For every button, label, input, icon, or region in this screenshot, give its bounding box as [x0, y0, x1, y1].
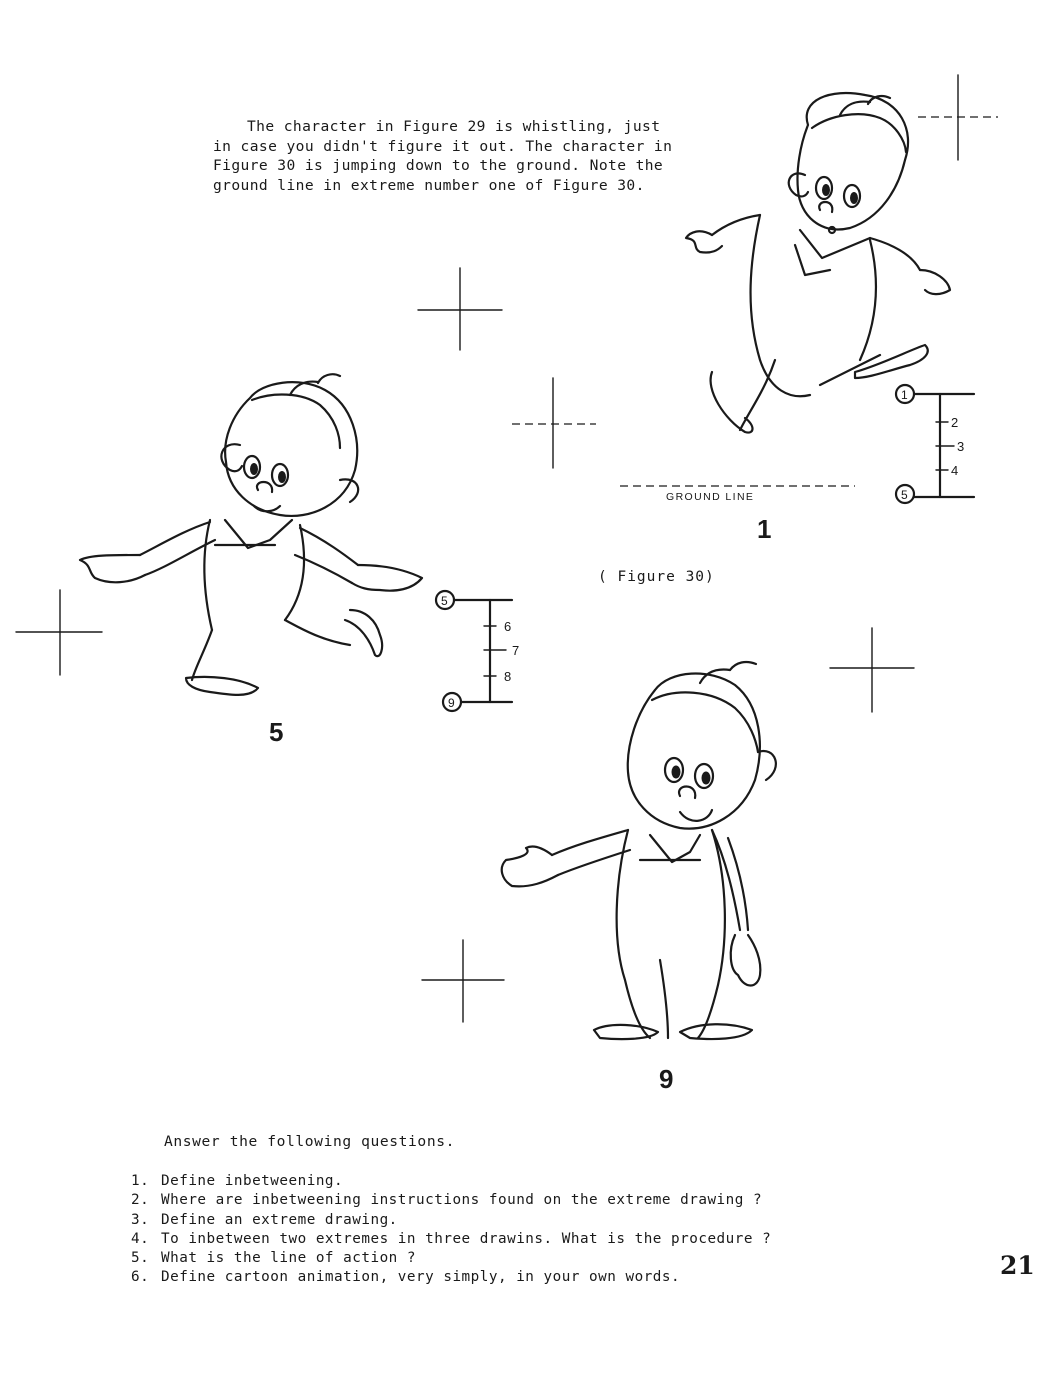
question-text: Where are inbetweening instructions found on the extreme drawing ? — [161, 1192, 763, 1209]
question-item — [131, 1249, 771, 1268]
registration-cross — [418, 268, 502, 350]
frame-number-1: 1 — [757, 514, 772, 544]
chart-circled-5: 5 — [441, 594, 448, 608]
chart-circled-1: 1 — [901, 388, 908, 402]
chart-tick-label: 8 — [504, 669, 512, 684]
chart-tick-label: 7 — [512, 643, 520, 658]
registration-cross — [512, 378, 596, 468]
question-item — [131, 1268, 771, 1287]
question-item — [131, 1172, 771, 1191]
registration-cross — [422, 940, 504, 1022]
character-extreme-1 — [620, 93, 974, 503]
question-text: Define inbetweening. — [161, 1173, 344, 1189]
question-text: Define cartoon animation, very simply, in your own words. — [161, 1269, 681, 1286]
question-item — [131, 1230, 771, 1249]
chart-tick-label: 4 — [951, 463, 959, 478]
questions-heading: Answer the following questions. — [164, 1133, 455, 1150]
figure-caption: ( Figure 30) — [598, 569, 715, 585]
question-number: 5. — [131, 1250, 150, 1267]
chart-tick-label: 2 — [951, 415, 959, 430]
character-extreme-5 — [80, 374, 519, 711]
question-number: 2. — [131, 1192, 150, 1209]
question-number: 1. — [131, 1173, 150, 1189]
questions-list — [131, 1172, 771, 1288]
question-text: To inbetween two extremes in three drawins. What is the procedure ? — [161, 1230, 772, 1247]
question-text: Define an extreme drawing. — [161, 1211, 398, 1228]
chart-tick-label: 3 — [957, 439, 965, 454]
question-item — [131, 1211, 771, 1230]
registration-cross — [918, 75, 998, 160]
ground-line-label: GROUND LINE — [666, 491, 755, 503]
character-extreme-9 — [502, 662, 776, 1039]
chart-tick-label: 6 — [504, 619, 512, 634]
registration-cross — [16, 590, 102, 675]
question-number: 3. — [131, 1211, 150, 1228]
frame-number-5: 5 — [269, 717, 284, 747]
registration-cross — [830, 628, 914, 712]
intro-text: The character in Figure 29 is whistling, just in case you didn't figure it out. The character in Figure 30 is jumping down to the ground. Note the ground line in extreme number one of Figure 30. — [213, 118, 673, 194]
question-item — [131, 1191, 771, 1210]
chart-circled-9: 9 — [448, 696, 455, 710]
chart-circled-5: 5 — [901, 488, 908, 502]
question-text: What is the line of action ? — [161, 1250, 417, 1267]
frame-number-9: 9 — [659, 1064, 674, 1094]
page-number: 21 — [1000, 1251, 1035, 1280]
question-number: 6. — [131, 1269, 150, 1286]
question-number: 4. — [131, 1230, 150, 1247]
